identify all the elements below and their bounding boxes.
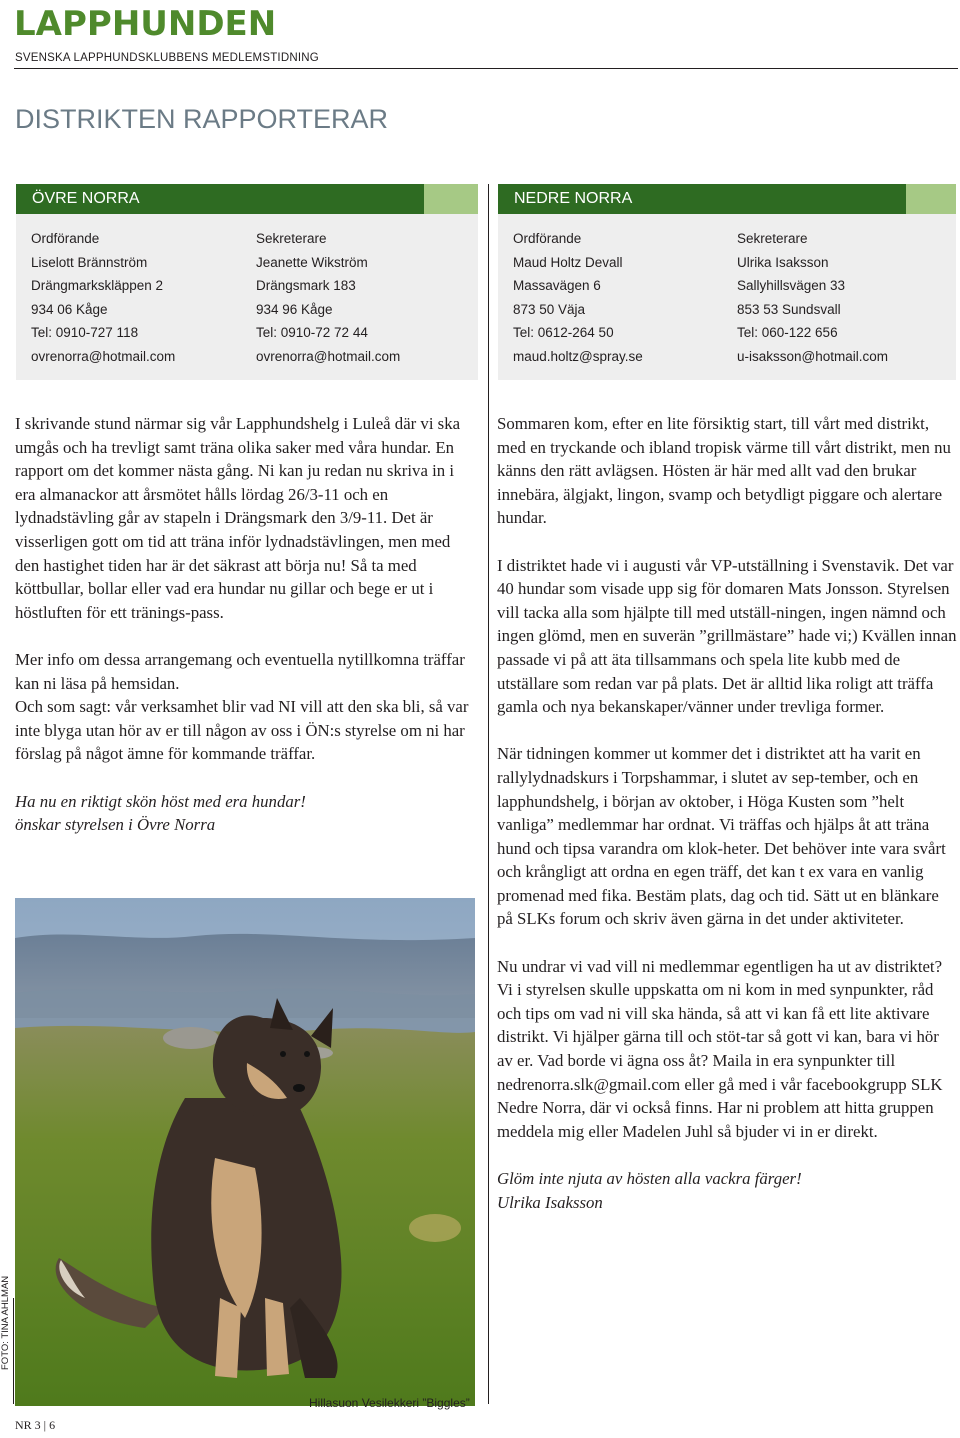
nedre-norra-header-accent <box>906 184 956 214</box>
chair-email: ovrenorra@hotmail.com <box>31 348 176 364</box>
chair-role: Ordförande <box>31 231 100 246</box>
article-paragraph: I skrivande stund närmar sig vår Lapphundshelg i Luleå där vi ska umgås och ha trevligt samt träna olika saker med våra hundar. En rapport om det kommer nästa gång. Ni kan ju redan nu skriva in i era almanackor att årsmötet hålls lördag 26/3-11 och en lydnadstävling går av stapeln i Drängsmark den 3/9-11. Det är visserligen gott om tid att träna inför lydnadstävlingen, men med den hastighet tiden har är det säkrast att börja nu! Så ta med köttbullar, bollar eller vad era hundar nu gillar och bege er ut i höstluften för ett tränings-pass. <box>15 414 461 622</box>
magazine-subtitle: SVENSKA LAPPHUNDSKLUBBENS MEDLEMSTIDNING <box>15 52 319 64</box>
page-number: NR 3 | 6 <box>15 1418 56 1432</box>
nedre-norra-contact-box <box>498 184 956 380</box>
ovre-norra-secretary <box>256 227 400 369</box>
nedre-norra-secretary <box>737 227 888 369</box>
dog-photo <box>15 898 475 1406</box>
ovre-norra-chair <box>31 227 175 369</box>
ovre-norra-header-accent <box>424 184 478 214</box>
article-signature: Ulrika Isaksson <box>497 1192 603 1212</box>
chair-street: Drängmarkskläppen 2 <box>31 278 164 294</box>
photo-caption: Hillasuon Vesilekkeri ”Biggles” <box>309 1396 470 1410</box>
article-signature: önskar styrelsen i Övre Norra <box>15 815 216 835</box>
chair-phone: Tel: 0910-727 118 <box>31 325 139 341</box>
article-paragraph: Sommaren kom, efter en lite försiktig start, till vårt med distrikt, med en tryckande och ibland tropisk värme till vårt distrikt, men nu känns den rätt avlägsen. Hösten är här med allt vad den brukar innebära, älgjakt, lingon, svamp och betydligt piggare och alertare hundar. <box>497 414 951 528</box>
chair-name: Liselott Brännström <box>31 254 148 270</box>
nedre-norra-header: NEDRE NORRA <box>498 184 906 214</box>
secretary-name: Jeanette Wikström <box>256 254 368 270</box>
article-paragraph: I distriktet hade vi i augusti vår VP-utställning i Svenstavik. Det var 40 hundar som visade upp sig för domaren Mats Jonsson. Styrelsen vill tacka alla som hjälpte till med utställ-ningen, ingen nämnd och ingen glömd, men en suverän ”grillmästare” hade vi;) Kvällen innan passade vi på att äta tillsammans och spela lite kubb med de utställare som redan var på plats. Det är alltid lika roligt att träffa gamla och nya bekanskaper/vänner under trevliga former. <box>497 555 957 717</box>
article-closing: Glöm inte njuta av hösten alla vackra färger! <box>497 1169 802 1188</box>
credit-rule <box>13 1298 14 1404</box>
chair-phone: Tel: 0612-264 50 <box>513 325 614 341</box>
secretary-role: Sekreterare <box>256 231 327 246</box>
article-paragraph: När tidningen kommer ut kommer det i distriktet att ha varit en rallylydnadskurs i Torpshammar, i slutet av sep-tember, och en lapphundshelg, i början av oktober, i Höga Kusten som ”helt vanliga” medlemmar har ordnat. Vi träffas och hjälps åt att träna hund och tipsa varandra om klok-heter. Det behöver inte vara svårt och krångligt att ordna en egen träff, det kan t ex vara en vanlig promenad med fika. Bestäm plats, dag och tid. Sätt ut en blänkare på SLKs forum och skriv även gärna in det under aktiviteter. <box>497 744 946 929</box>
chair-email: maud.holtz@spray.se <box>513 348 643 364</box>
ovre-norra-article <box>15 412 477 837</box>
chair-postal: 873 50 Väja <box>513 301 586 317</box>
chair-name: Maud Holtz Devall <box>513 254 623 270</box>
secretary-postal: 853 53 Sundsvall <box>737 301 841 317</box>
secretary-name: Ulrika Isaksson <box>737 254 829 270</box>
chair-street: Massavägen 6 <box>513 278 601 294</box>
chair-role: Ordförande <box>513 231 582 246</box>
section-title: DISTRIKTEN RAPPORTERAR <box>15 104 389 134</box>
header-rule <box>14 68 958 69</box>
secretary-street: Drängsmark 183 <box>256 278 356 294</box>
chair-postal: 934 06 Kåge <box>31 301 108 317</box>
secretary-phone: Tel: 0910-72 72 44 <box>256 325 368 341</box>
secretary-email: ovrenorra@hotmail.com <box>256 348 401 364</box>
article-closing: Ha nu en riktigt skön höst med era hundar! <box>15 791 306 811</box>
secretary-postal: 934 96 Kåge <box>256 301 333 317</box>
photo-credit: FOTO: TINA AHLMAN <box>0 1275 11 1370</box>
magazine-logo: LAPPHUNDEN <box>14 4 277 44</box>
secretary-role: Sekreterare <box>737 231 808 246</box>
ovre-norra-header: ÖVRE NORRA <box>16 184 424 214</box>
nedre-norra-chair <box>513 227 643 369</box>
nedre-norra-article <box>497 412 957 1214</box>
secretary-street: Sallyhillsvägen 33 <box>737 278 846 294</box>
article-paragraph: Mer info om dessa arrangemang och eventuella nytillkomna träffar kan ni läsa på hemsidan. <box>15 649 465 693</box>
secretary-phone: Tel: 060-122 656 <box>737 325 838 341</box>
article-paragraph: Och som sagt: vår verksamhet blir vad NI vill att den ska bli, så var inte blyga utan hör av er till någon av oss i ÖN:s styrelse om ni har förslag på något ämne för kommande träffar. <box>15 697 469 764</box>
secretary-email: u-isaksson@hotmail.com <box>737 348 889 364</box>
column-divider <box>488 184 489 1404</box>
ovre-norra-contact-box <box>16 184 478 380</box>
article-paragraph: Nu undrar vi vad vill ni medlemmar egentligen ha ut av distriktet? Vi i styrelsen skulle uppskatta om ni kom in med synpunkter, råd och tips om vad ni vill ska hända, så att vi kan få ett lite aktivare distrikt. Vi hjälper gärna till och stöt-tar så gott vi kan, bara vi hör av er. Vad borde vi ägna oss åt? Maila in era synpunkter till nedrenorra.slk@gmail.com eller gå med i vår facebookgrupp SLK Nedre Norra, där vi också finns. Har ni problem att hitta gruppen meddela mig eller Madelen Juhl så bjuder vi in er direkt. <box>497 956 943 1141</box>
